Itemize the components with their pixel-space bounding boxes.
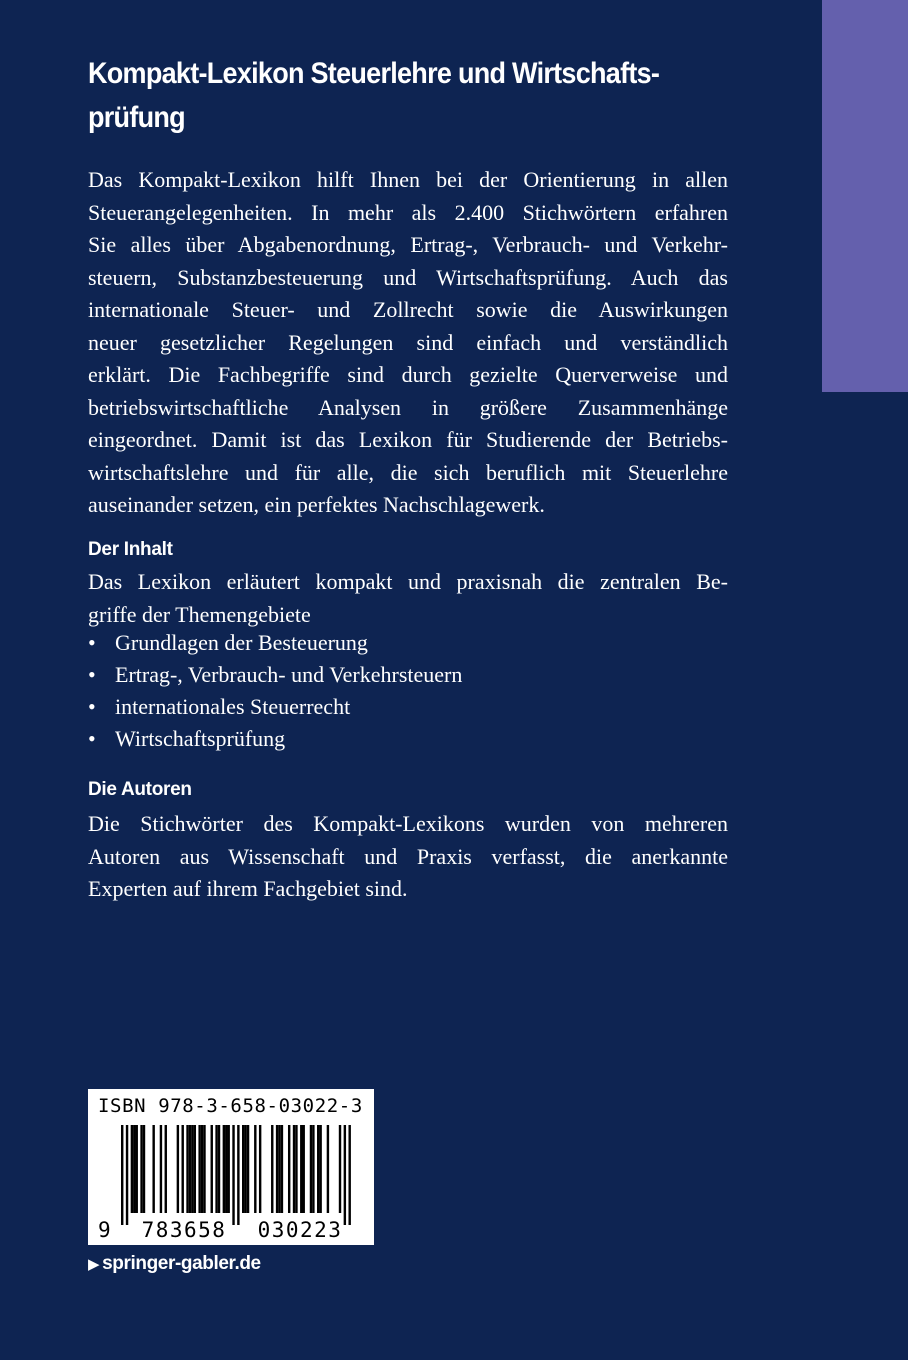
barcode-bar bbox=[317, 1125, 319, 1213]
barcode-digits-left: 783658 bbox=[141, 1218, 227, 1242]
inhalt-line: Das Lexikon erläutert kompakt und praxisnah die zentralen Be- bbox=[88, 569, 728, 594]
barcode-bar bbox=[121, 1125, 123, 1225]
barcode-bar bbox=[143, 1125, 145, 1213]
inhalt-heading: Der Inhalt bbox=[88, 539, 173, 560]
intro-line: auseinander setzen, ein perfektes Nachschlagewerk. bbox=[88, 492, 545, 517]
barcode-bar bbox=[281, 1125, 283, 1213]
barcode-bar bbox=[133, 1125, 135, 1213]
list-item bbox=[88, 659, 462, 691]
autoren-line: Experten auf ihrem Fachgebiet sind. bbox=[88, 876, 408, 901]
bullet-dot: • bbox=[88, 694, 96, 719]
inhalt-paragraph bbox=[88, 566, 728, 631]
barcode-bar bbox=[293, 1125, 295, 1213]
barcode-bar bbox=[254, 1125, 256, 1213]
autoren-line: Autoren aus Wissenschaft und Praxis verfasst, die anerkannte bbox=[88, 843, 728, 869]
barcode-bar bbox=[126, 1125, 128, 1225]
barcode-bar bbox=[300, 1125, 302, 1213]
bullet-dot: • bbox=[88, 662, 96, 687]
barcode-bar bbox=[237, 1125, 239, 1225]
barcode-bar bbox=[227, 1125, 229, 1213]
title-line: prüfung bbox=[88, 101, 185, 134]
barcode-bar bbox=[276, 1125, 278, 1213]
book-title bbox=[88, 52, 664, 140]
barcode-bar bbox=[182, 1125, 184, 1213]
barcode-bar bbox=[215, 1125, 217, 1213]
barcode-bar bbox=[327, 1125, 329, 1213]
barcode-bar bbox=[131, 1125, 133, 1213]
barcode-bar bbox=[218, 1125, 220, 1213]
barcode-bar bbox=[344, 1125, 346, 1225]
intro-line: internationale Steuer- und Zollrecht sowie die Auswirkungen bbox=[88, 297, 728, 322]
barcode-bars bbox=[121, 1125, 351, 1225]
barcode-bar bbox=[203, 1125, 205, 1213]
barcode-bar bbox=[198, 1125, 200, 1213]
intro-line: Sie alles über Abgabenordnung, Ertrag-, Verbrauch- und Verkehr- bbox=[88, 232, 728, 257]
accent-tab bbox=[822, 0, 908, 392]
bullet-dot: • bbox=[88, 630, 96, 655]
barcode-bar bbox=[278, 1125, 280, 1213]
barcode-bar bbox=[339, 1125, 341, 1213]
intro-line: eingeordnet. Damit ist das Lexikon für Studierende der Betriebs- bbox=[88, 427, 728, 452]
list-item bbox=[88, 627, 462, 659]
list-item-label: internationales Steuerrecht bbox=[115, 694, 351, 719]
intro-paragraph bbox=[88, 164, 728, 522]
list-item bbox=[88, 691, 462, 723]
barcode-bar bbox=[177, 1125, 179, 1213]
barcode-bar bbox=[232, 1125, 234, 1225]
barcode-digit-first: 9 bbox=[98, 1218, 111, 1242]
barcode-bar bbox=[259, 1125, 261, 1213]
barcode-bar bbox=[152, 1125, 154, 1213]
barcode-bar bbox=[271, 1125, 273, 1213]
intro-line: betriebswirtschaftliche Analysen in größere Zusammenhänge bbox=[88, 394, 728, 420]
intro-line: wirtschaftslehre und für alle, die sich beruflich mit Steuerlehre bbox=[88, 459, 728, 485]
barcode-bar bbox=[303, 1125, 305, 1213]
autoren-line: Die Stichwörter des Kompakt-Lexikons wurden von mehreren bbox=[88, 811, 728, 836]
barcode-bar bbox=[194, 1125, 196, 1213]
barcode-bar bbox=[201, 1125, 203, 1213]
barcode-bar bbox=[140, 1125, 142, 1213]
autoren-paragraph bbox=[88, 808, 728, 906]
list-item-label: Ertrag-, Verbrauch- und Verkehrsteuern bbox=[115, 662, 463, 687]
barcode-bar bbox=[319, 1125, 321, 1213]
autoren-heading: Die Autoren bbox=[88, 779, 192, 800]
isbn-barcode bbox=[88, 1089, 374, 1245]
intro-line: Das Kompakt-Lexikon hilft Ihnen bei der Orientierung in allen bbox=[88, 167, 728, 192]
list-item-label: Grundlagen der Besteuerung bbox=[115, 630, 368, 655]
barcode-digits-right: 030223 bbox=[257, 1218, 343, 1242]
barcode-bar bbox=[288, 1125, 290, 1213]
barcode-bar bbox=[160, 1125, 162, 1213]
barcode-bar bbox=[310, 1125, 312, 1213]
intro-line: neuer gesetzlicher Regelungen sind einfach und verständlich bbox=[88, 329, 728, 355]
barcode-bar bbox=[242, 1125, 244, 1213]
intro-line: erklärt. Die Fachbegriffe sind durch gezielte Querverweise und bbox=[88, 362, 728, 387]
barcode-graphic bbox=[88, 1089, 374, 1245]
barcode-bar bbox=[225, 1125, 227, 1213]
isbn-label: ISBN 978-3-658-03022-3 bbox=[98, 1095, 363, 1117]
arrow-icon: ▶ bbox=[88, 1256, 100, 1273]
inhalt-line: griffe der Themengebiete bbox=[88, 601, 311, 627]
list-item bbox=[88, 723, 462, 755]
barcode-bar bbox=[295, 1125, 297, 1213]
barcode-bar bbox=[191, 1125, 193, 1213]
barcode-bar bbox=[189, 1125, 191, 1213]
bullet-dot: • bbox=[88, 726, 96, 751]
barcode-bar bbox=[244, 1125, 246, 1213]
barcode-bar bbox=[348, 1125, 350, 1225]
title-line: Kompakt-Lexikon Steuerlehre und Wirtschafts- bbox=[88, 57, 660, 90]
website-text: springer-gabler.de bbox=[102, 1253, 261, 1274]
website-link[interactable] bbox=[88, 1252, 261, 1277]
intro-line: Steuerangelegenheiten. In mehr als 2.400 Stichwörtern erfahren bbox=[88, 199, 728, 225]
barcode-bar bbox=[211, 1125, 213, 1213]
barcode-bar bbox=[186, 1125, 188, 1213]
barcode-bar bbox=[223, 1125, 225, 1213]
barcode-bar bbox=[247, 1125, 249, 1213]
intro-line: steuern, Substanzbesteuerung und Wirtschaftsprüfung. Auch das bbox=[88, 264, 728, 290]
topic-list bbox=[88, 627, 462, 755]
barcode-bar bbox=[312, 1125, 314, 1213]
list-item-label: Wirtschaftsprüfung bbox=[115, 726, 286, 751]
barcode-bar bbox=[165, 1125, 167, 1213]
barcode-bar bbox=[136, 1125, 138, 1213]
